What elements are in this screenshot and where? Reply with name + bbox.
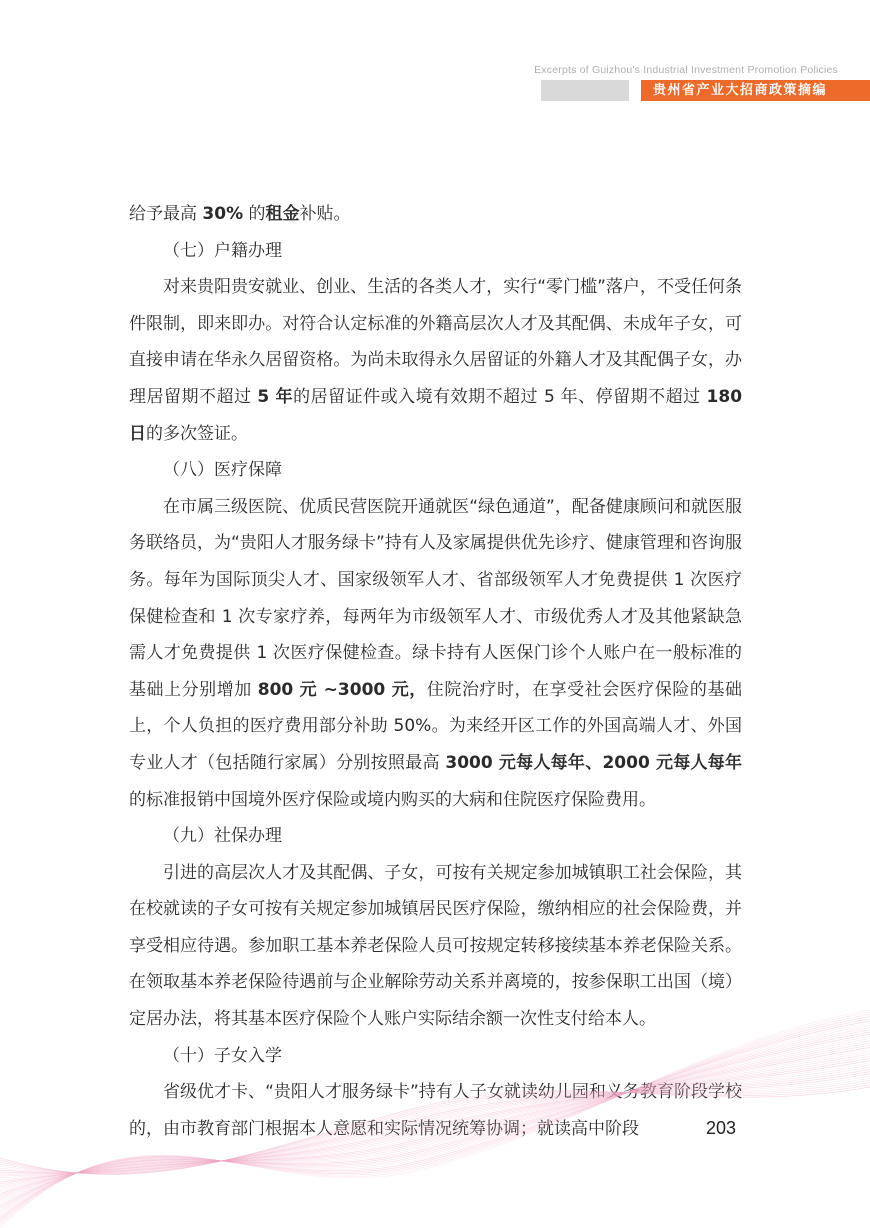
- paragraph: 省级优才卡、“贵阳人才服务绿卡”持有人子女就读幼儿园和义务教育阶段学校的，由市教育部门根据本人意愿和实际情况统筹协调；就读高中阶段: [129, 1082, 742, 1139]
- header-title-banner: [641, 80, 870, 101]
- paragraph: 对来贵阳贵安就业、创业、生活的各类人才，实行“零门槛”落户，不受任何条件限制，即来即办。对符合认定标准的外籍高层次人才及其配偶、未成年子女，可直接申请在华永久居留资格。为尚未取得永久居留证的外籍人才及其配偶子女，办理居留期不超过 5 年的居留证件或入境有效期不超过 5 年、停留期不超过 180 日的多次签证。: [129, 277, 743, 444]
- wave-line: [0, 1036, 870, 1204]
- paragraph: 在市属三级医院、优质民营医院开通就医“绿色通道”，配备健康顾问和就医服务联络员，为“贵阳人才服务绿卡”持有人及家属提供优先诊疗、健康管理和咨询服务。每年为国际顶尖人才、国家级领军人才、省部级领军人才免费提供 1 次医疗保健检查和 1 次专家疗养，每两年为市级领军人才、市级优秀人才及其他紧缺急需人才免费提供 1 次医疗保健检查。绿卡持有人医保门诊个人账户在一般标准的基础上分别增加 800 元 ~3000 元，住院治疗时，在享受社会医疗保险的基础上，个人负担的医疗费用部分补助 50%。为来经开区工作的外国高端人才、外国专业人才（包括随行家属）分别按照最高 3000 元每人每年、2000 元每人每年的标准报销中国境外医疗保险或境内购买的大病和住院医疗保险费用。: [129, 496, 743, 810]
- header-chinese-title: 贵州省产业大招商政策摘编: [653, 83, 828, 98]
- header-english-title: Excerpts of Guizhou's Industrial Investment Promotion Policies: [534, 64, 838, 76]
- wave-line: [0, 1012, 870, 1226]
- section-heading-hukou: （七）户籍办理: [163, 240, 282, 261]
- header-grey-bar: [541, 80, 629, 101]
- wave-line: [0, 1039, 870, 1202]
- decorative-wave-graphic: [0, 1000, 870, 1228]
- section-heading-schooling: （十）子女入学: [163, 1045, 282, 1066]
- wave-line: [0, 1010, 870, 1228]
- section-heading-medical: （八）医疗保障: [163, 460, 282, 481]
- page-number: 203: [706, 1118, 737, 1138]
- wave-line: [0, 1034, 870, 1206]
- section-heading-social-security: （九）社保办理: [163, 826, 282, 847]
- paragraph: 给予最高 30% 的租金补贴。: [129, 204, 351, 224]
- page-header: [0, 0, 870, 110]
- wave-line: [0, 1032, 870, 1208]
- paragraph: 引进的高层次人才及其配偶、子女，可按有关规定参加城镇职工社会保险，其在校就读的子女可按有关规定参加城镇居民医疗保险，缴纳相应的社会保险费，并享受相应待遇。参加职工基本养老保险人员可按规定转移接续基本养老保险关系。在领取基本养老保险待遇前与企业解除劳动关系并离境的，按参保职工出国（境）定居办法，将其基本医疗保险个人账户实际结余额一次性支付给本人。: [129, 862, 742, 1030]
